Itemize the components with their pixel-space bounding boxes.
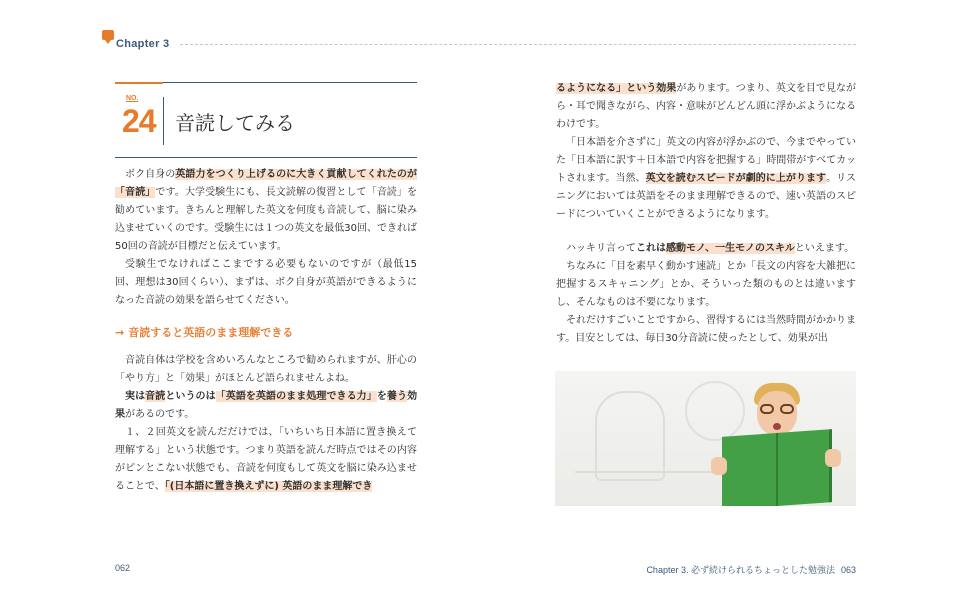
paragraph xyxy=(115,424,417,496)
bold-text: を xyxy=(376,391,387,402)
text-run: 音読自体は学校を含めいろんなところで勧められますが、肝心の「やり方」と「効果」がほとんど語られませんよね。 xyxy=(115,355,417,384)
section-no-label: NO. xyxy=(126,95,139,102)
text-run: １、２回英文を読んだだけでは、「いちいち日本語に置き換えて理解する」という状態です。つまり英語を読んだ時点ではその内容がピンとこない状態でも、音読を何度もして英文を脳に染み込ませることで、 xyxy=(115,427,417,492)
paragraph xyxy=(556,258,856,312)
highlighted-text: 「(日本語に置き換えずに) 英語のまま理解でき xyxy=(164,481,373,492)
wall-ornament xyxy=(685,381,745,441)
bold-text: 実は xyxy=(125,391,146,402)
section-title-block xyxy=(115,82,417,158)
wall-ornament xyxy=(595,391,665,481)
wall-ornament xyxy=(575,471,735,491)
chapter-divider xyxy=(180,44,856,45)
section-title: 音読してみる xyxy=(175,111,295,135)
footer-right xyxy=(646,563,856,576)
highlighted-text: 「英語を英語のまま処理できる力」 xyxy=(215,391,377,402)
paragraph xyxy=(556,312,856,348)
paragraph xyxy=(115,388,417,424)
page-number-left: 062 xyxy=(115,563,131,573)
text-run: ボク自身の xyxy=(125,169,176,180)
boy-mouth xyxy=(773,423,781,430)
photo-boy-reading-book xyxy=(555,371,856,506)
highlighted-text: 英語力をつくり上げるのに大きく貢献してくれたの xyxy=(175,169,408,180)
glasses-icon xyxy=(760,404,794,414)
paragraph xyxy=(556,134,856,224)
highlighted-text: が「音読」 xyxy=(115,169,418,198)
paragraph-gap xyxy=(556,224,856,240)
highlighted-text: 感動モノ、一生モノのスキル xyxy=(666,243,795,254)
subheading-text: 音読すると英語のまま理解できる xyxy=(128,326,294,339)
highlighted-text: るようになる」という効果 xyxy=(556,83,677,94)
text-run: それだけすごいことですから、習得するには当然時間がかかります。目安としては、毎日30分音読に使ったとして、効果が出 xyxy=(556,315,856,344)
page-number-right: 063 xyxy=(840,565,856,575)
bold-text: これは xyxy=(636,243,666,254)
text-run: ちなみに「目を素早く動かす速読」とか「長文の内容を大雑把に把握するスキャニング」とか、そういった類のものとは違いますし、そんなものは不要になります。 xyxy=(556,261,856,308)
text-run: といえます。 xyxy=(794,243,855,254)
paragraph xyxy=(115,352,417,388)
text-run: があります。つまり、英文を目で見ながら・耳で聞きながら、内容・意味がどんどん頭に浮かぶようになるわけです。 xyxy=(556,83,857,130)
text-run: 「日本語を介さずに」英文の内容が浮かぶので、今までやっていた「日本語に訳す＋日本語で内容を把握する」時間帯がすべてカットされます。当然、 xyxy=(556,137,856,184)
highlighted-text: 英文を読むスピードが劇的に上がります xyxy=(645,173,827,184)
subheading xyxy=(115,324,417,340)
text-run: です。大学受験生にも、長文読解の復習として「音読」を勧めています。きちんと理解した英文を何度も音読して、脳に染み込ませていくのです。受験生には１つの英文を最低30回、できれば50回の音読が目標だと伝えています。 xyxy=(115,187,418,252)
chapter-header xyxy=(102,30,856,54)
paragraph xyxy=(556,80,856,134)
speech-bubble-icon xyxy=(102,30,114,40)
arrow-right-icon: → xyxy=(115,326,125,339)
running-footer: Chapter 3. 必ず続けられるちょっとした勉強法 xyxy=(646,565,835,575)
left-page xyxy=(115,82,417,496)
right-page xyxy=(556,80,856,348)
boy-hand-left xyxy=(711,457,727,475)
text-run: があるのです。 xyxy=(125,409,195,420)
chapter-label: Chapter 3 xyxy=(116,38,170,50)
section-number: 24 xyxy=(122,103,156,139)
text-run: ハッキリ言って xyxy=(566,243,636,254)
highlighted-text: 音読 xyxy=(145,391,166,402)
highlighted-text: 養う xyxy=(386,391,408,402)
text-run: 受験生でなければここまでする必要もないのですが（最低15回、理想は30回くらい）、まずは、ボク自身が英語ができるようになった音読の効果を語らせてください。 xyxy=(115,259,417,306)
green-book xyxy=(722,429,832,506)
bold-text: 効果 xyxy=(115,391,418,420)
paragraph xyxy=(115,166,417,256)
paragraph xyxy=(115,256,417,310)
paragraph xyxy=(556,240,856,258)
title-divider xyxy=(163,97,164,145)
boy-hand-right xyxy=(825,449,841,467)
bold-text: というのは xyxy=(165,391,216,402)
text-run: 。リスニングにおいては英語をそのまま理解できるので、速い英語のスピードについていくことができるようになります。 xyxy=(556,173,856,220)
